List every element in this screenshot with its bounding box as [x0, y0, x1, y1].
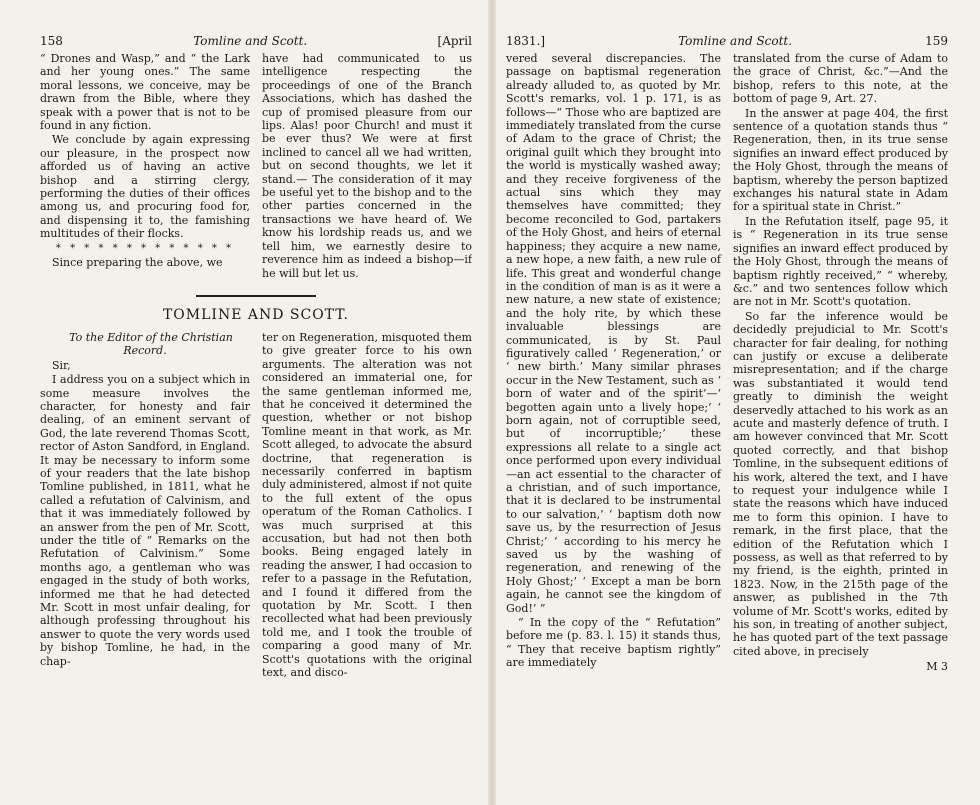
book-gutter	[488, 0, 496, 805]
paragraph: Since preparing the above, we	[52, 256, 223, 270]
left-running-head	[40, 30, 472, 52]
right-col-2	[733, 52, 948, 674]
left-page-number: 158	[40, 34, 63, 48]
left-bottom-columns	[40, 331, 472, 681]
left-running-title: Tomline and Scott.	[193, 34, 308, 48]
paragraph: have had communicated to us intelligence respecting the proceedings of one of the Branch Associations, which has dashed the cup of promised pleasure from our lips. Alas! poor Church! and must it be ever thus? We were at first inclined to cancel all we had written, but on second thoughts, we let it stand.— The consideration of it may be useful yet to the bishop and to the other parties concerned in the transactions we have heard of. We know his lordship reads us, and we tell him, we earnestly desire to reverence him as indeed a bishop—if he will but let us.	[262, 52, 472, 280]
paragraph: I address you on a subject which in some measure involves the character, for honesty and fair dealing, of an eminent servant of God, the late reverend Thomas Scott, rector of Aston Sandford, in England. It may be necessary to inform some of your readers that the late bishop Tomline published, in 1811, what he called a refutation of Calvinism, and that it was immediately followed by an answer from the pen of Mr. Scott, under the title of “ Remarks on the Refutation of Calvinism.” Some months ago, a gentleman who was engaged in the study of both works, informed me that he had detected Mr. Scott in most unfair dealing, for although professing throughout his answer to quote the very words used by bishop Tomline, he had, in the chap-	[40, 373, 250, 668]
paragraph: In the answer at page 404, the first sentence of a quotation stands thus “ Regeneration, then, in its true sense signifies an inward effect produced by the Holy Ghost, through the means of baptism, whereby the person baptized exchanges his natural state in Adam for a spiritual state in Christ.”	[733, 106, 948, 214]
right-columns	[506, 52, 948, 674]
stars-divider: * * * * * * * * * * * * *	[55, 242, 235, 254]
paragraph: In the Refutation itself, page 95, it is “ Regeneration in its true sense signifies an inward effect produced by the Holy Ghost, through the means of baptism rightly received,” “ whereby, &c.” and two sentences follow which are not in Mr. Scott's quotation.	[733, 214, 948, 309]
left-page	[40, 30, 472, 800]
signature-mark: M 3	[926, 660, 948, 674]
left-top-col-2	[262, 52, 472, 281]
paragraph: vered several discrepancies. The passage on baptismal regeneration already alluded to, as quoted by Mr. Scott's remarks, vol. 1 p. 171, is as follows—“ Those who are baptized are immediately translated from the curse of Adam to the grace of Christ; the original guilt which they brought into the world is mystically washed away; and they receive forgiveness of the actual sins which they may themselves have committed; they become reconciled to God, partakers of the Holy Ghost, and heirs of eternal happiness; they acquire a new name, a new hope, a new faith, a new rule of life. This great and wonderful change in the condition of man is as it were a new nature, a new state of existence; and the holy rite, by which these invaluable blessings are communicated, is by St. Paul figuratively called ‘ Regeneration,’ or ‘ new birth.’ Many similar phrases occur in the New Testament, such as ‘ born of water and of the spirit’—‘ begotten again unto a lively hope;’ ‘ born again, not of corruptible seed, but of incorruptible;’ these expressions all relate to a single act once performed upon every individual—an act essential to the character of a christian, and of such importance, that it is declared to be instrumental to our salvation,’ ‘ baptism doth now save us, by the resurrection of Jesus Christ;’ ‘ according to his mercy he saved us by the washing of regeneration, and renewing of the Holy Ghost;’ ‘ Except a man be born again, he cannot see the kingdom of God!’ ”	[506, 52, 721, 615]
paragraph: So far the inference would be decidedly prejudicial to Mr. Scott's character for fair dealing, for nothing can justify or excuse a deliberate misrepresentation; and if the charge was substantiated it would tend greatly to diminish the weight deservedly attached to his work as an acute and masterly defence of truth. I am however convinced that Mr. Scott quoted correctly, and that bishop Tomline, in the subsequent editions of his work, altered the text, and I have to request your indulgence while I state the reasons which have induced me to form this opinion. I have to remark, in the first place, that the edition of the Refutation which I possess, as well as that referred to by my friend, is the eighth, printed in 1823. Now, in the 215th page of the answer, as published in the 7th volume of Mr. Scott's works, edited by his son, in treating of another subject, he has quoted part of the text passage cited above, in precisely	[733, 309, 948, 658]
paragraph: We conclude by again expressing our pleasure, in the prospect now afforded us of having an active bishop and a stirring clergy, performing the duties of their offices among us, and procuring food for, and dispensing it to, the famishing multitudes of their flocks.	[40, 133, 250, 241]
left-top-columns	[40, 52, 472, 281]
salutation: To the Editor of the Christian Record.	[69, 330, 233, 358]
left-bottom-col-2	[262, 331, 472, 681]
article-title: TOMLINE AND SCOTT.	[162, 306, 350, 323]
paragraph: translated from the curse of Adam to the grace of Christ, &c.”—And the bishop, refers to this note, at the bottom of page 9, Art. 27.	[733, 52, 948, 106]
left-bottom-col-1	[40, 331, 250, 681]
right-col-1	[506, 52, 721, 674]
right-page	[506, 30, 948, 800]
left-top-col-1	[40, 52, 250, 281]
sir-greeting: Sir,	[52, 358, 71, 372]
right-running-title: Tomline and Scott.	[678, 34, 793, 48]
section-rule	[196, 295, 316, 297]
right-running-head	[506, 30, 948, 52]
paragraph: “ Drones and Wasp,” and “ the Lark and her young ones.” The same moral lessons, we conceive, may be drawn from the Bible, where they speak with a power that is not to be found in any fiction.	[40, 52, 250, 133]
right-year: 1831.]	[506, 34, 546, 48]
left-month: [April	[437, 34, 472, 48]
paragraph: ter on Regeneration, misquoted them to give greater force to his own arguments. The alteration was not considered an immaterial one, for the same gentleman informed me, that he conceived it determined the question, whether or not bishop Tomline meant in that work, as Mr. Scott alleged, to advocate the absurd doctrine, that regeneration is necessarily conferred in baptism duly administered, almost if not quite to the full extent of the opus operatum of the Roman Catholics. I was much surprised at this accusation, but had not then both books. Being engaged lately in reading the answer, I had occasion to refer to a passage in the Refutation, and I found it differed from the quotation by Mr. Scott. I then recollected what had been previously told me, and I took the trouble of comparing a good many of Mr. Scott's quotations with the original text, and disco-	[262, 330, 472, 680]
right-page-number: 159	[925, 34, 948, 48]
paragraph: “ In the copy of the “ Refutation” before me (p. 83. l. 15) it stands thus, “ They that receive baptism rightly” are immediately	[506, 616, 721, 670]
